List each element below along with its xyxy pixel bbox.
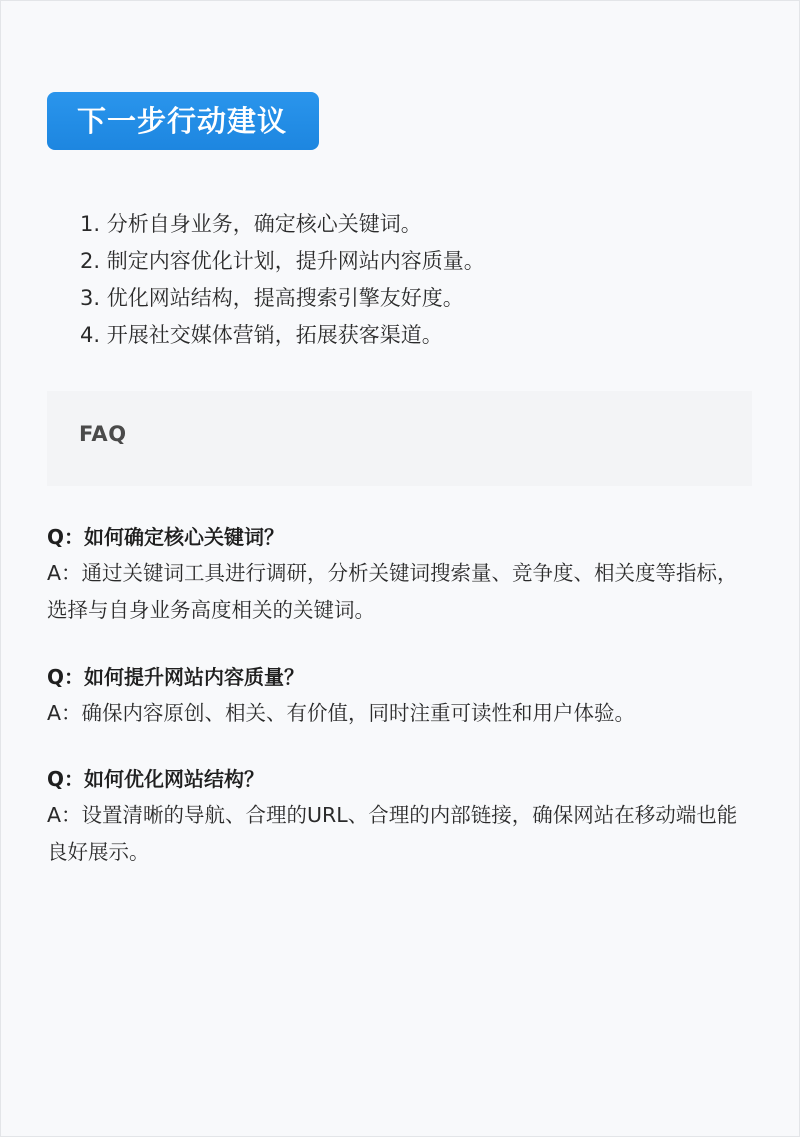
faq-answer: A：通过关键词工具进行调研，分析关键词搜索量、竞争度、相关度等指标，选择与自身业务高度相关的关键词。 <box>47 561 738 622</box>
step-item: 4. 开展社交媒体营销，拓展获客渠道。 <box>80 323 443 347</box>
faq-item <box>47 519 757 629</box>
faq-answer: A：设置清晰的导航、合理的URL、合理的内部链接，确保网站在移动端也能良好展示。 <box>47 803 738 864</box>
faq-title: FAQ <box>79 422 127 446</box>
step-item: 1. 分析自身业务，确定核心关键词。 <box>80 212 422 236</box>
faq-header-band <box>47 391 752 486</box>
faq-item <box>47 761 757 871</box>
faq-question: Q：如何确定核心关键词？ <box>47 525 285 549</box>
step-item: 2. 制定内容优化计划，提升网站内容质量。 <box>80 249 485 273</box>
section-heading: 下一步行动建议 <box>47 92 319 150</box>
action-steps-list <box>80 206 485 354</box>
faq-item <box>47 659 757 732</box>
faq-answer: A：确保内容原创、相关、有价值，同时注重可读性和用户体验。 <box>47 701 636 725</box>
faq-question: Q：如何优化网站结构？ <box>47 767 265 791</box>
step-item: 3. 优化网站结构，提高搜索引擎友好度。 <box>80 286 464 310</box>
faq-question: Q：如何提升网站内容质量？ <box>47 665 305 689</box>
